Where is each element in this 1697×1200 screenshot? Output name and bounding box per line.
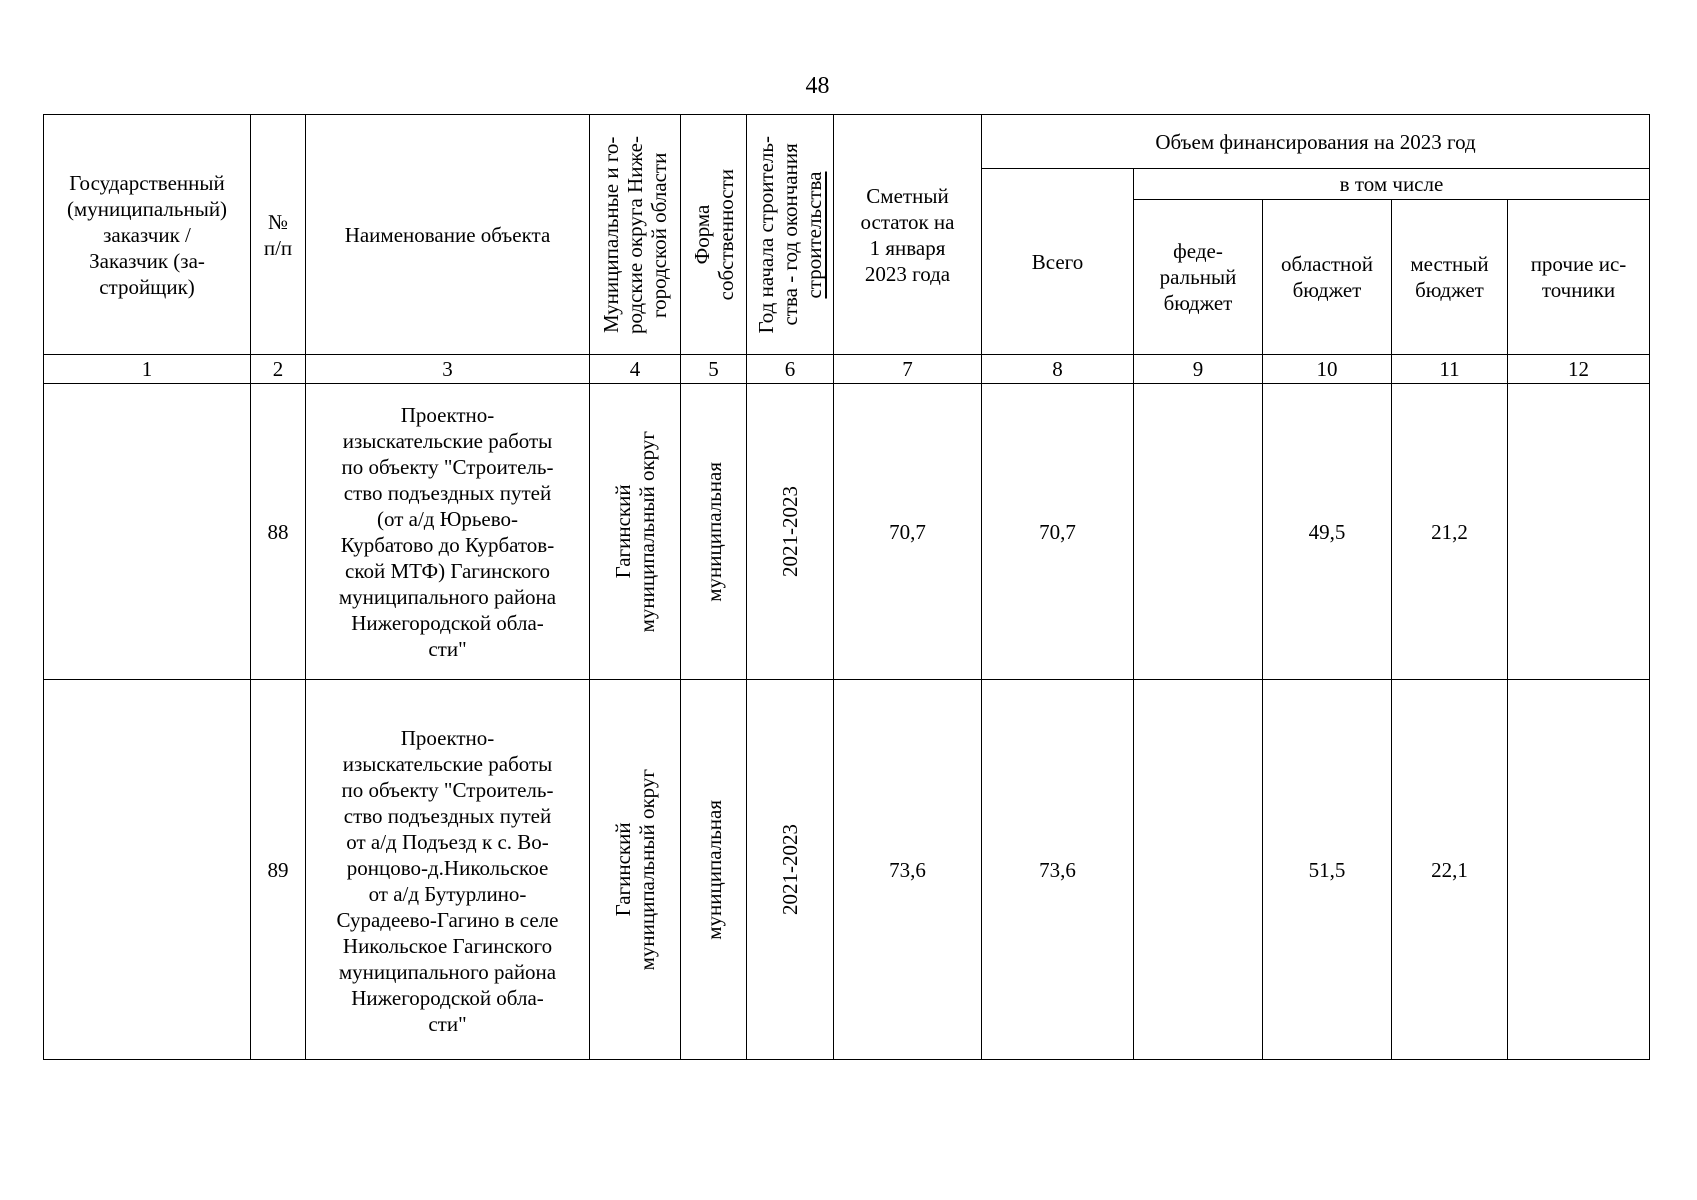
header-years <box>747 115 834 355</box>
header-estimate <box>834 115 982 355</box>
row-other <box>1508 680 1650 1060</box>
row-regional: 49,5 <box>1263 384 1392 680</box>
header-estimate-line: 2023 года <box>864 261 951 286</box>
row-other <box>1508 384 1650 680</box>
row-local: 22,1 <box>1392 680 1508 1060</box>
header-regional-line: областной <box>1281 252 1373 276</box>
header-local-line: бюджет <box>1415 278 1484 302</box>
header-estimate-line: 1 января <box>869 235 946 260</box>
header-customer-line: стройщик) <box>99 274 195 299</box>
row-object-name-line: муниципального района <box>338 584 557 609</box>
header-estimate-line: остаток на <box>860 209 955 234</box>
header-num-line: № <box>267 209 289 234</box>
row-object-name-line: ской МТФ) Гагинского <box>345 558 550 583</box>
header-other <box>1508 200 1650 355</box>
row-object-name-line: сти" <box>428 636 467 661</box>
header-including: в том числе <box>1134 169 1650 200</box>
header-municipality-line: Муниципальные и го- <box>599 136 623 333</box>
column-number: 10 <box>1263 355 1392 384</box>
row-num: 88 <box>251 384 306 680</box>
column-number: 7 <box>834 355 982 384</box>
header-municipality-line: родские округа Ниже- <box>623 135 647 334</box>
row-total: 70,7 <box>982 384 1134 680</box>
header-other-line: точники <box>1541 278 1616 302</box>
row-ownership <box>681 384 747 680</box>
row-object-name-line: Курбатово до Курбатов- <box>340 532 555 557</box>
row-municipality-line: Гагинский <box>611 822 635 917</box>
row-object-name-line: муниципального района <box>338 959 557 984</box>
header-row-1 <box>44 115 1650 169</box>
row-local: 21,2 <box>1392 384 1508 680</box>
header-years-line: ства - год окончания <box>778 143 802 326</box>
row-object-name-line: изыскательские работы <box>342 751 553 776</box>
row-object-name <box>306 384 590 680</box>
row-object-name-line: Нижегородской обла- <box>351 985 544 1010</box>
row-ownership <box>681 680 747 1060</box>
header-estimate-line: Сметный <box>866 183 949 208</box>
header-customer <box>44 115 251 355</box>
table-row <box>44 680 1650 1060</box>
column-number: 9 <box>1134 355 1263 384</box>
column-number: 5 <box>681 355 747 384</box>
header-federal-line: бюджет <box>1163 291 1233 315</box>
header-ownership <box>681 115 747 355</box>
row-object-name-line: по объекту "Строитель- <box>341 777 554 802</box>
row-object-name-line: (от а/д Юрьево- <box>377 506 518 531</box>
table-row <box>44 384 1650 680</box>
header-num-line: п/п <box>263 235 293 260</box>
row-object-name-line: Проектно- <box>400 725 495 750</box>
header-total: Всего <box>982 169 1134 355</box>
column-number: 2 <box>251 355 306 384</box>
column-number: 3 <box>306 355 590 384</box>
column-number: 12 <box>1508 355 1650 384</box>
row-object-name-line: ронцово-д.Никольское <box>346 855 549 880</box>
column-number: 4 <box>590 355 681 384</box>
row-years <box>747 680 834 1060</box>
header-federal-line: феде- <box>1173 239 1223 263</box>
row-object-name-line: Проектно- <box>400 402 495 427</box>
header-object-name: Наименование объекта <box>306 115 590 355</box>
row-years <box>747 384 834 680</box>
row-object-name-line: ство подъездных путей <box>343 803 552 828</box>
row-object-name-line: ство подъездных путей <box>343 480 552 505</box>
row-ownership-text: муниципальная <box>701 461 726 602</box>
header-years-line: Год начала строитель- <box>754 135 778 334</box>
row-municipality-line: муниципальный округ <box>635 430 659 633</box>
row-estimate: 73,6 <box>834 680 982 1060</box>
row-customer <box>44 384 251 680</box>
column-number: 8 <box>982 355 1134 384</box>
row-years-text: 2021-2023 <box>778 486 802 577</box>
row-num: 89 <box>251 680 306 1060</box>
header-num <box>251 115 306 355</box>
header-customer-line: Заказчик (за- <box>89 248 205 273</box>
row-object-name-line: по объекту "Строитель- <box>341 454 554 479</box>
row-object-name-line: от а/д Бутурлино- <box>368 881 527 906</box>
header-federal-line: ральный <box>1159 265 1237 289</box>
header-local <box>1392 200 1508 355</box>
row-regional: 51,5 <box>1263 680 1392 1060</box>
page-number: 48 <box>805 73 830 99</box>
header-local-line: местный <box>1410 252 1489 276</box>
header-regional-line: бюджет <box>1292 278 1362 302</box>
row-municipality-line: муниципальный округ <box>635 768 659 971</box>
header-federal <box>1134 200 1263 355</box>
row-federal <box>1134 680 1263 1060</box>
row-customer <box>44 680 251 1060</box>
header-ownership-line: Форма <box>689 204 714 265</box>
row-estimate: 70,7 <box>834 384 982 680</box>
row-total: 73,6 <box>982 680 1134 1060</box>
column-number: 6 <box>747 355 834 384</box>
header-municipality-line: городской области <box>647 151 671 318</box>
row-object-name-line: сти" <box>428 1011 467 1036</box>
row-object-name-line: Никольское Гагинского <box>342 933 553 958</box>
header-customer-line: Государственный <box>69 170 225 195</box>
row-object-name <box>306 680 590 1060</box>
header-municipality <box>590 115 681 355</box>
column-number: 11 <box>1392 355 1508 384</box>
header-regional <box>1263 200 1392 355</box>
header-ownership-line: собственности <box>713 168 738 301</box>
row-object-name-line: от а/д Подъезд к с. Во- <box>346 829 549 854</box>
row-municipality-line: Гагинский <box>611 484 635 579</box>
header-funding-title: Объем финансирования на 2023 год <box>982 115 1650 169</box>
header-customer-line: (муниципальный) <box>66 196 228 221</box>
row-federal <box>1134 384 1263 680</box>
header-customer-line: заказчик / <box>103 222 191 247</box>
header-years-line: строительства <box>802 170 826 298</box>
row-years-text: 2021-2023 <box>778 824 802 915</box>
column-number: 1 <box>44 355 251 384</box>
row-municipality <box>590 680 681 1060</box>
row-object-name-line: изыскательские работы <box>342 428 553 453</box>
row-ownership-text: муниципальная <box>701 799 726 940</box>
financing-table <box>43 114 1650 1060</box>
header-other-line: прочие ис- <box>1530 252 1627 276</box>
column-numbers-row <box>44 355 1650 384</box>
row-object-name-line: Нижегородской обла- <box>351 610 544 635</box>
row-municipality <box>590 384 681 680</box>
row-object-name-line: Сурадеево-Гагино в селе <box>336 907 559 932</box>
